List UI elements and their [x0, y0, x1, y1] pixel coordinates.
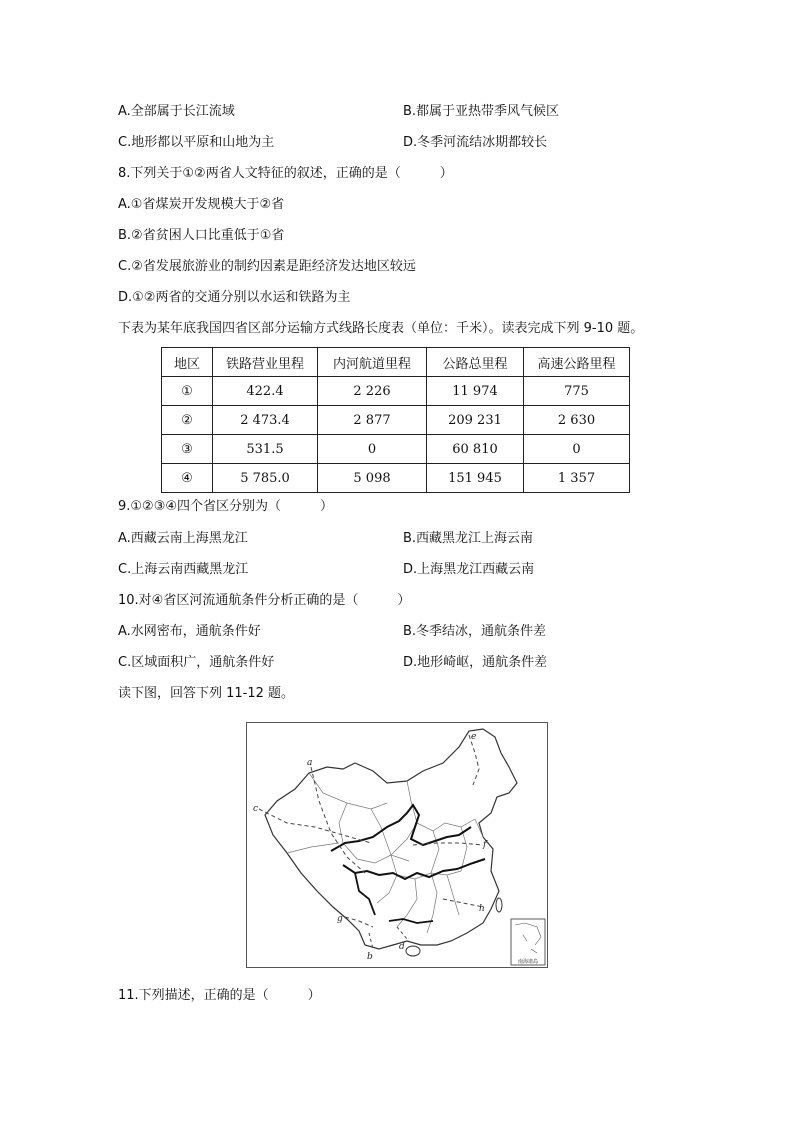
table-row — [162, 435, 630, 464]
table-cell: 5 098 — [318, 464, 427, 493]
q7-option-b: B.都属于亚热带季风气候区 — [403, 104, 560, 119]
table-cell: 60 810 — [427, 435, 524, 464]
table-cell: 775 — [524, 377, 630, 406]
table-cell: 209 231 — [427, 406, 524, 435]
map-intro: 读下图，回答下列 11-12 题。 — [118, 686, 295, 701]
table-cell: ④ — [162, 464, 213, 493]
hainan-island — [406, 946, 420, 956]
table-cell: ③ — [162, 435, 213, 464]
table-cell: 1 357 — [524, 464, 630, 493]
q11-stem: 11.下列描述，正确的是（ ） — [118, 988, 321, 1003]
map-label-f: f — [483, 840, 487, 850]
q9-option-c: C.上海云南西藏黑龙江 — [118, 562, 249, 577]
china-map-svg — [247, 723, 547, 967]
province-boundaries — [287, 773, 483, 933]
river-line-west — [355, 873, 375, 915]
table-header-cell: 高速公路里程 — [524, 348, 630, 377]
map-label-g: g — [337, 914, 343, 924]
table-header-cell: 公路总里程 — [427, 348, 524, 377]
q10-option-b: B.冬季结冰，通航条件差 — [403, 624, 547, 639]
table-header-cell: 地区 — [162, 348, 213, 377]
q9-stem: 9.①②③④四个省区分别为（ ） — [118, 499, 334, 514]
q8-option-c: C.②省发展旅游业的制约因素是距经济发达地区较远 — [118, 259, 416, 274]
q9-option-d: D.上海黑龙江西藏云南 — [403, 562, 535, 577]
q10-stem: 10.对④省区河流通航条件分析正确的是（ ） — [118, 593, 411, 608]
table-cell: 0 — [524, 435, 630, 464]
table-cell: 531.5 — [213, 435, 318, 464]
table-cell: 151 945 — [427, 464, 524, 493]
table-cell: 0 — [318, 435, 427, 464]
table-header-cell: 内河航道里程 — [318, 348, 427, 377]
map-label-h: h — [479, 904, 485, 914]
dashed-line-h — [443, 899, 483, 907]
map-label-a: a — [307, 758, 313, 768]
river-line-pearl — [389, 919, 433, 923]
map-label-b: b — [367, 952, 373, 962]
map-label-d: d — [399, 942, 405, 952]
q7-option-d: D.冬季河流结冰期都较长 — [403, 135, 548, 150]
table-row — [162, 464, 630, 493]
table-cell: 2 630 — [524, 406, 630, 435]
dashed-line-e — [469, 735, 479, 785]
table-row — [162, 377, 630, 406]
table-cell: 2 473.4 — [213, 406, 318, 435]
table-header-row — [162, 348, 630, 377]
map-label-e: e — [471, 732, 477, 742]
q10-option-d: D.地形崎岖，通航条件差 — [403, 655, 548, 670]
country-outline — [265, 729, 517, 949]
table-header-cell: 铁路营业里程 — [213, 348, 318, 377]
table-cell: 5 785.0 — [213, 464, 318, 493]
table-row — [162, 406, 630, 435]
river-line-south — [343, 859, 485, 879]
table-cell: 11 974 — [427, 377, 524, 406]
q8-option-d: D.①②两省的交通分别以水运和铁路为主 — [118, 290, 351, 305]
q7-option-c: C.地形都以平原和山地为主 — [118, 135, 275, 150]
q8-option-b: B.②省贫困人口比重低于①省 — [118, 228, 285, 243]
table-cell: ① — [162, 377, 213, 406]
transport-table — [161, 347, 630, 493]
table-intro: 下表为某年底我国四省区部分运输方式线路长度表（单位：千米）。读表完成下列 9-10 题。 — [118, 321, 644, 336]
q10-option-a: A.水网密布，通航条件好 — [118, 624, 261, 639]
river-line-north — [331, 805, 471, 851]
south-sea-inset-label: 南海诸岛 — [517, 959, 539, 965]
q7-option-a: A.全部属于长江流域 — [118, 104, 235, 119]
q8-stem: 8.下列关于①②两省人文特征的叙述，正确的是（ ） — [118, 166, 453, 181]
q10-option-c: C.区域面积广，通航条件好 — [118, 655, 275, 670]
map-label-c: c — [253, 804, 259, 814]
china-map-figure — [246, 722, 548, 968]
table-cell: 422.4 — [213, 377, 318, 406]
table-cell: 2 226 — [318, 377, 427, 406]
q9-option-a: A.西藏云南上海黑龙江 — [118, 531, 248, 546]
taiwan-island — [496, 898, 502, 912]
table-cell: ② — [162, 406, 213, 435]
table-cell: 2 877 — [318, 406, 427, 435]
q9-option-b: B.西藏黑龙江上海云南 — [403, 531, 534, 546]
q8-option-a: A.①省煤炭开发规模大于②省 — [118, 197, 285, 212]
dashed-line-a — [311, 767, 365, 873]
